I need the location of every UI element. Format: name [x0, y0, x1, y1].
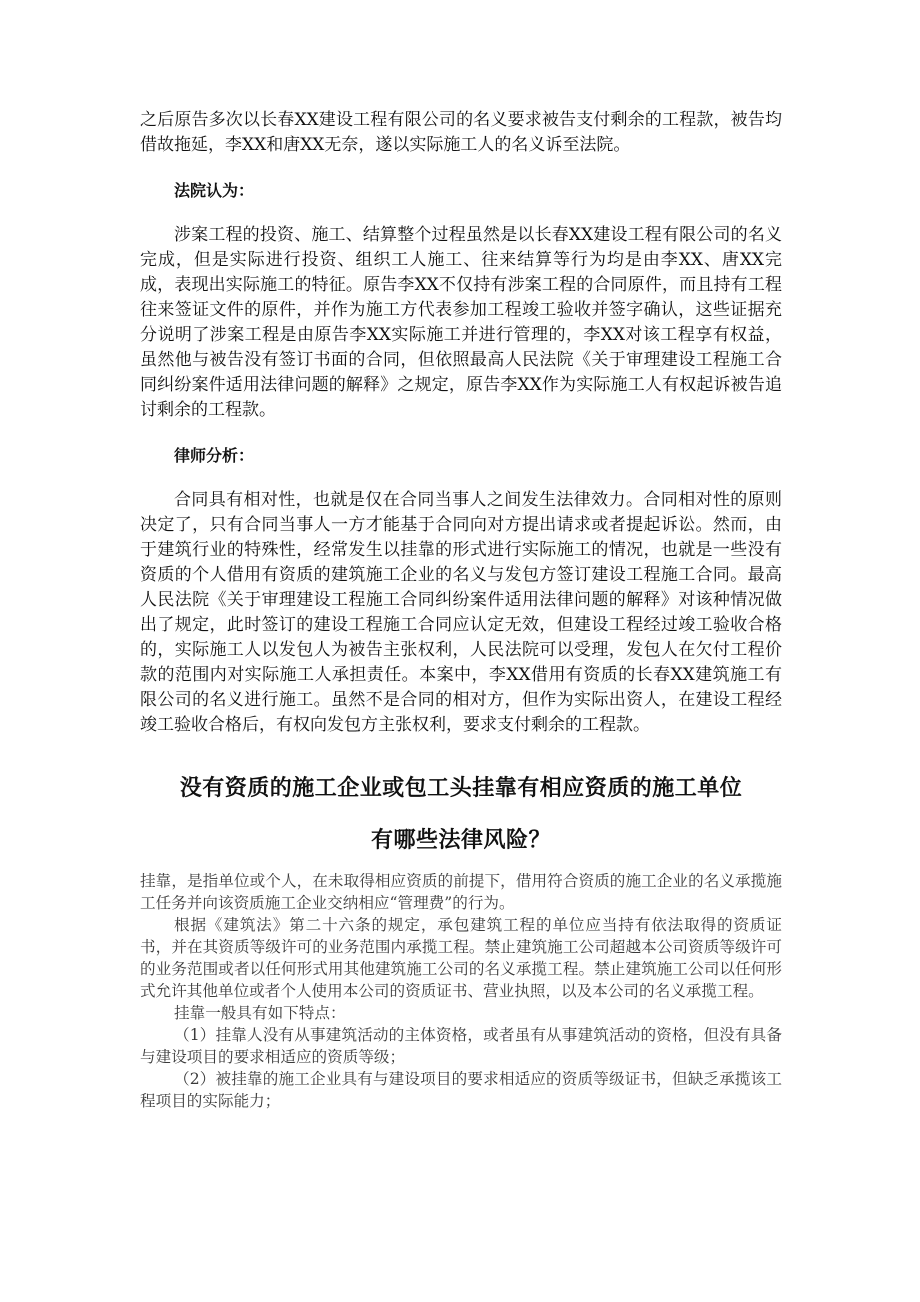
paragraph-lawyer-analysis: 合同具有相对性，也就是仅在合同当事人之间发生法律效力。合同相对性的原则决定了，只有合同当事人一方才能基于合同向对方提出请求或者提起诉讼。然而，由于建筑行业的特殊性，经常发生以挂靠的形式进行实际施工的情况，也就是一些没有资质的个人借用有资质的建筑施工企业的名义与发包方签订建设工程施工合同。最高人民法院《关于审理建设工程施工合同纠纷案件适用法律问题的解释》对该种情况做出了规定，此时签订的建设工程施工合同应认定无效，但建设工程经过竣工验收合格的，实际施工人以发包人为被告主张权利，人民法院可以受理，发包人在欠付工程价款的范围内对实际施工人承担责任。本案中，李XX借用有资质的长春XX建筑施工有限公司的名义进行施工。虽然不是合同的相对方，但作为实际出资人，在建设工程经竣工验收合格后，有权向发包方主张权利，要求支付剩余的工程款。: [140, 490, 782, 735]
paragraph-definition: 挂靠，是指单位或个人，在未取得相应资质的前提下，借用符合资质的施工企业的名义承揽施工任务并向该资质施工企业交纳相应“管理费”的行为。: [140, 872, 782, 912]
paragraph-background: 之后原告多次以长春XX建设工程有限公司的名义要求被告支付剩余的工程款，被告均借故拖延，李XX和唐XX无奈，遂以实际施工人的名义诉至法院。: [140, 110, 782, 155]
paragraph-law-basis: 根据《建筑法》第二十六条的规定，承包建筑工程的单位应当持有依法取得的资质证书，并在其资质等级许可的业务范围内承揽工程。禁止建筑施工公司超越本公司资质等级许可的业务范围或者以任何形式用其他建筑施工公司的名义承揽工程。禁止建筑施工公司以任何形式允许其他单位或者个人使用本公司的资质证书、营业执照，以及本公司的名义承揽工程。: [140, 916, 782, 1000]
section-title-line1: 没有资质的施工企业或包工头挂靠有相应资质的施工单位: [179, 776, 743, 801]
section-title-line2: 有哪些法律风险？: [370, 828, 551, 853]
heading-court-opinion: 法院认为：: [174, 181, 255, 200]
list-item-feature-2: （2）被挂靠的施工企业具有与建设项目的要求相适应的资质等级证书，但缺乏承揽该工程项目的实际能力；: [140, 1070, 782, 1110]
list-item-feature-1: （1）挂靠人没有从事建筑活动的主体资格，或者虽有从事建筑活动的资格，但没有具备与建设项目的要求相适应的资质等级；: [140, 1026, 782, 1066]
paragraph-court-opinion: 涉案工程的投资、施工、结算整个过程虽然是以长春XX建设工程有限公司的名义完成，但是实际进行投资、组织工人施工、往来结算等行为均是由李XX、唐XX完成，表现出实际施工的特征。原告李XX不仅持有涉案工程的合同原件，而且持有工程往来签证文件的原件，并作为施工方代表参加工程竣工验收并签字确认，这些证据充分说明了涉案工程是由原告李XX实际施工并进行管理的，李XX对该工程享有权益，虽然他与被告没有签订书面的合同，但依照最高人民法院《关于审理建设工程施工合同纠纷案件适用法律问题的解释》之规定，原告李XX作为实际施工人有权起诉被告追讨剩余的工程款。: [140, 225, 782, 420]
document-page: [140, 108, 782, 1112]
paragraph-features-intro: 挂靠一般具有如下特点：: [174, 1004, 346, 1022]
heading-lawyer-analysis: 律师分析：: [174, 446, 255, 465]
